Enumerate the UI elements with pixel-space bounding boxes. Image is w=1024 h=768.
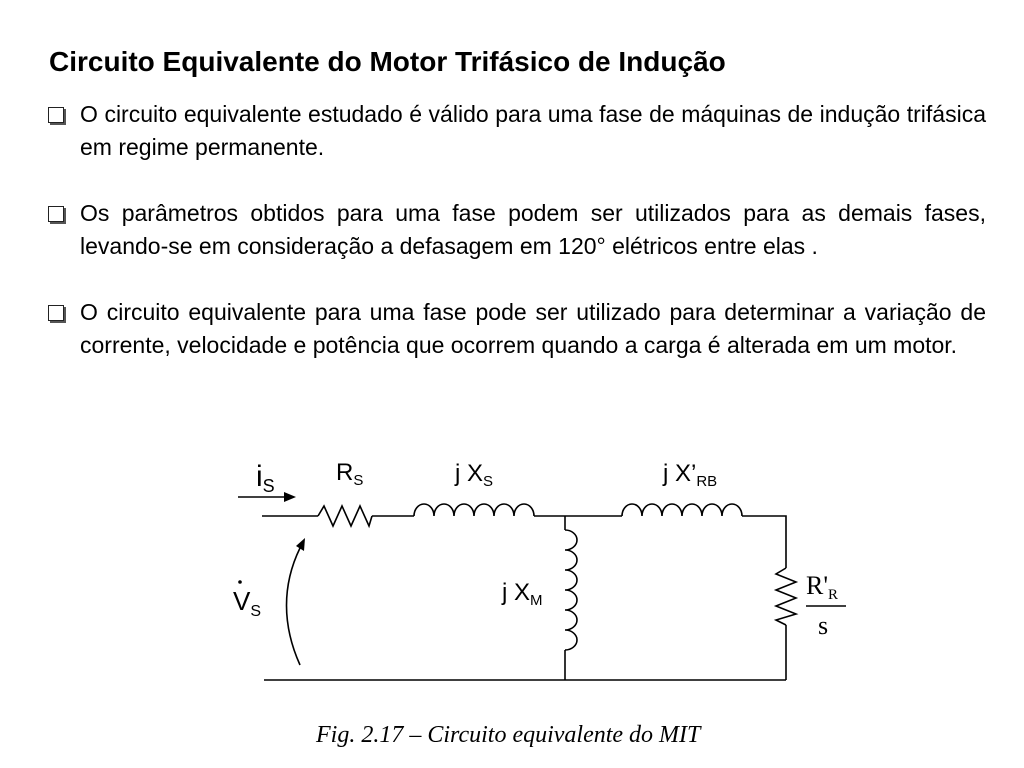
inductor-xs-icon [414,504,534,516]
rs-label: $R_S$ [336,459,364,489]
xm-label: j $X_M$ [502,579,543,609]
wire-xrb-rr [742,516,786,568]
figure-caption: Fig. 2.17 – Circuito equivalente do MIT [316,722,701,748]
xrb-label: j $X’_{RB}$ [663,460,718,490]
xs-label: j $X_S$ [455,460,494,490]
voltage-arrow-icon [287,548,301,665]
resistor-rs-icon [318,506,372,526]
slide-title: Circuito Equivalente do Motor Trifásico de Indução [49,46,726,77]
bullet-text: O circuito equivalente para uma fase pode ser utilizado para determinar a variação de corrente, velocidade e potência que ocorrem quando a carga é alterada em um motor. [80,299,986,358]
voltage-arrowhead-icon [296,538,305,551]
phasor-dot-icon [238,580,242,584]
inductor-xm-icon [565,530,577,650]
voltage-label: $V_S$ [233,586,262,620]
bullet-text: O circuito equivalente estudado é válido para uma fase de máquinas de indução trifásica em regime permanente. [80,101,986,160]
current-arrowhead-icon [284,492,296,502]
bullet-text: Os parâmetros obtidos para uma fase podem ser utilizados para as demais fases, levando-se em consideração a defasagem em 120° elétricos entre elas . [80,200,986,259]
inductor-xrb-icon [622,504,742,516]
current-label: $i_S$ [256,460,275,496]
rr-denominator-label: s [818,611,829,640]
resistor-rr-icon [776,568,796,625]
rr-numerator-label: R'R [806,571,839,603]
